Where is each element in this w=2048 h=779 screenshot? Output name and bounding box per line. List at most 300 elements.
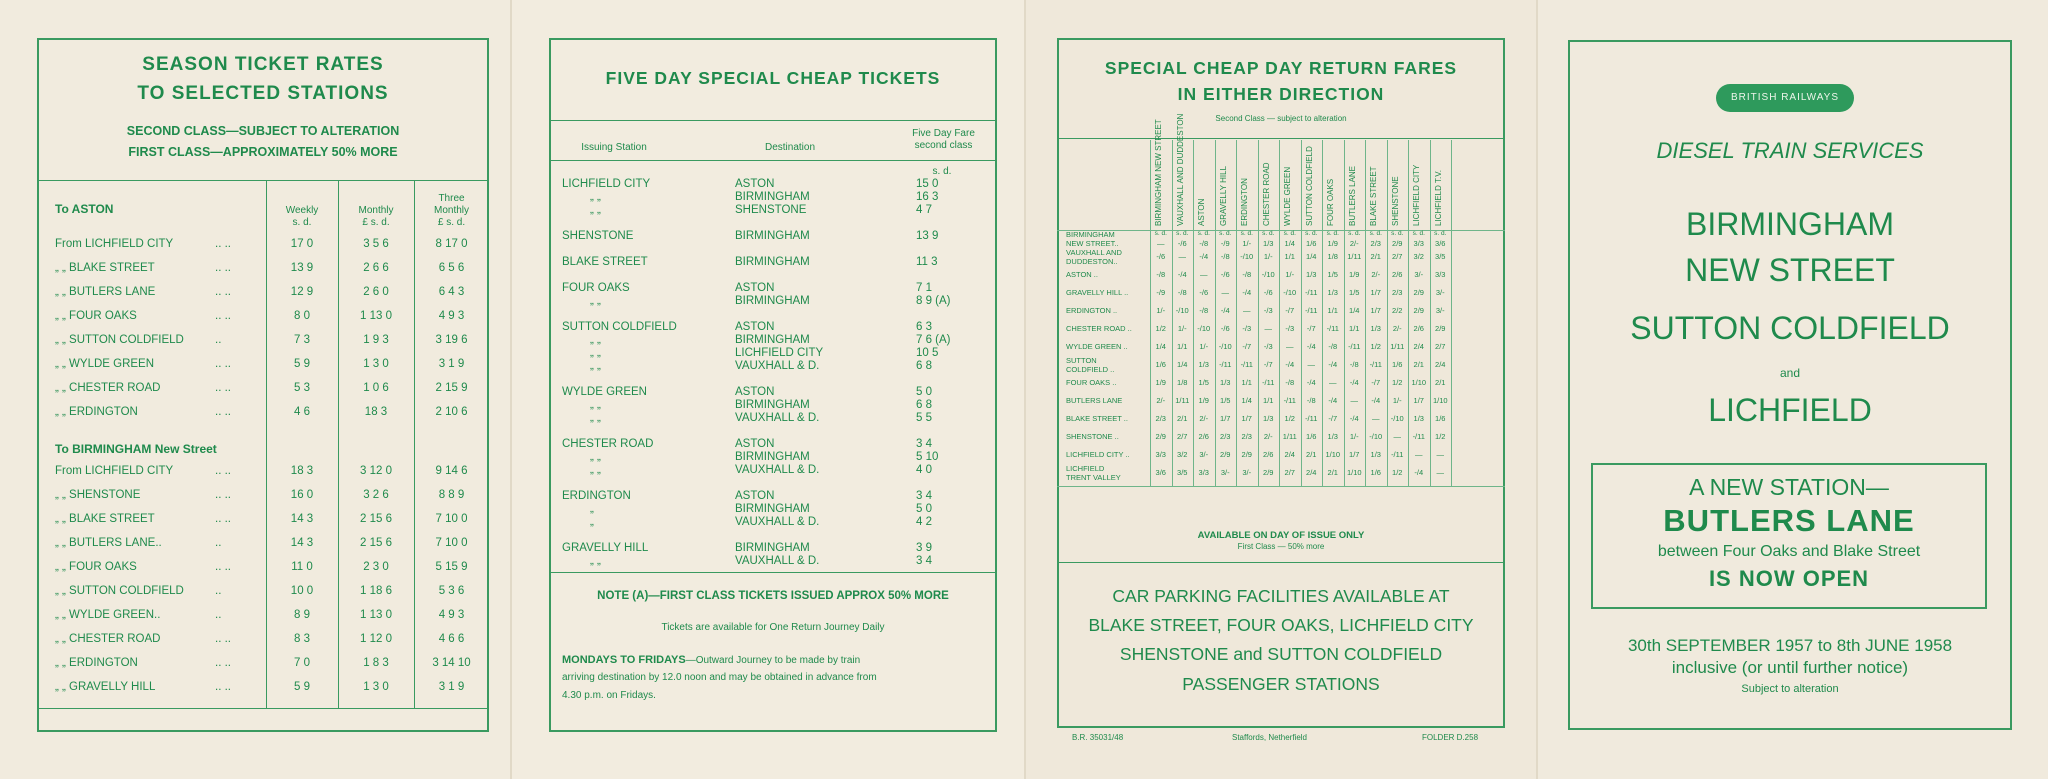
destination: LICHFIELD CITY	[735, 347, 824, 359]
row-station: GRAVELLY HILL ..	[1066, 288, 1129, 297]
fare-cell: -/6	[1177, 239, 1187, 248]
row-weekly: 4 6	[294, 406, 310, 418]
fare-cell: —	[1264, 324, 1272, 333]
fare-cell: 1/8	[1177, 378, 1188, 387]
row-leader: .. ..	[215, 262, 231, 274]
issuing-station: SUTTON COLDFIELD	[562, 321, 677, 333]
row-three-monthly: 4 6 6	[438, 633, 465, 645]
fare-cell: 2/7	[1177, 432, 1188, 441]
row-station: BUTLERS LANE	[1066, 396, 1123, 405]
footer-printer: Staffords, Netherfield	[1232, 733, 1308, 742]
fare-cell: -/7	[1263, 360, 1273, 369]
fare-cell: -/10	[1175, 306, 1189, 315]
row-station: FOUR OAKS ..	[1066, 378, 1117, 387]
fare-cell: -/11	[1219, 360, 1232, 369]
season-title-2: TO SELECTED STATIONS	[137, 83, 389, 104]
fare-cell: 1/10	[1346, 468, 1362, 477]
row-station: „ „ FOUR OAKS	[55, 310, 137, 322]
destination: ASTON	[735, 282, 775, 294]
fold-line	[510, 0, 512, 779]
mondays-line-1	[562, 654, 860, 666]
row-leader: .. ..	[215, 406, 231, 418]
divider	[549, 572, 997, 573]
fold-line	[1024, 0, 1026, 779]
row-station: „ „ CHESTER ROAD	[55, 633, 161, 645]
row-station: BIRMINGHAM NEW STREET..	[1066, 230, 1119, 248]
fare-cell: 3/-	[1220, 468, 1230, 477]
row-station: CHESTER ROAD ..	[1066, 324, 1132, 333]
fare-cell: -/11	[1262, 378, 1275, 387]
five-day-fare: 3 9	[916, 542, 932, 554]
fare-cell: 2/7	[1284, 468, 1295, 477]
season-title-1: SEASON TICKET RATES	[142, 54, 384, 75]
row-three-monthly: 6 5 6	[438, 262, 465, 274]
destination: VAUXHALL & D.	[735, 464, 820, 476]
divider	[1057, 138, 1505, 139]
ditto-mark: „ „	[590, 555, 601, 567]
fare-cell: 3/2	[1177, 450, 1188, 459]
row-three-monthly: 3 1 9	[438, 681, 465, 693]
fare-cell: -/10	[1218, 342, 1232, 351]
available-line: AVAILABLE ON DAY OF ISSUE ONLY	[1197, 530, 1365, 541]
five-day-fare: 6 8	[916, 360, 932, 372]
fare-cell: 1/11	[1390, 342, 1405, 351]
fare-cell: 1/1	[1349, 324, 1360, 333]
row-station: From LICHFIELD CITY	[55, 238, 174, 250]
fare-cell: 1/1	[1263, 396, 1274, 405]
fare-cell: -/8	[1199, 306, 1209, 315]
fare-cell: -/4	[1306, 342, 1316, 351]
fare-cell: 1/9	[1349, 270, 1360, 279]
row-three-monthly: 9 14 6	[435, 465, 468, 477]
five-day-fare: 3 4	[916, 490, 932, 502]
fare-cell: -/4	[1328, 360, 1338, 369]
fare-cell: -/8	[1242, 270, 1252, 279]
row-weekly: 5 9	[294, 358, 310, 370]
row-weekly: 5 9	[294, 681, 310, 693]
row-leader: ..	[215, 585, 222, 597]
fare-cell: -/6	[1220, 324, 1230, 333]
fare-cell: —	[1393, 432, 1401, 441]
fare-cell: 3/6	[1155, 468, 1166, 477]
row-three-monthly: 5 15 9	[435, 561, 468, 573]
column-header: LICHFIELD T.V.	[1433, 169, 1443, 226]
row-weekly: 11 0	[291, 561, 313, 573]
fare-cell: 1/8	[1327, 252, 1338, 261]
fare-cell: 2/1	[1435, 378, 1446, 387]
grid-rule	[1057, 486, 1505, 487]
fiveday-note: NOTE (A)—FIRST CLASS TICKETS ISSUED APPROX 50% MORE	[597, 590, 949, 602]
column-header: BIRMINGHAM NEW STREET	[1154, 119, 1163, 226]
fare-cell: 1/-	[1392, 396, 1402, 405]
ditto-mark: „ „	[590, 451, 601, 463]
row-monthly: 1 3 0	[363, 358, 389, 370]
fare-cell: -/4	[1177, 270, 1187, 279]
row-leader: ..	[215, 334, 222, 346]
cover-line-3: SUTTON COLDFIELD	[1630, 310, 1950, 346]
row-station: „ „ BLAKE STREET	[55, 262, 155, 274]
fare-cell: 1/11	[1175, 396, 1190, 405]
fare-cell: 1/6	[1435, 414, 1446, 423]
row-three-monthly: 7 10 0	[435, 513, 468, 525]
cover-and: and	[1779, 366, 1801, 380]
parking-line-3: SHENSTONE and SUTTON COLDFIELD	[1119, 644, 1443, 664]
unit-label: s. d.	[1369, 230, 1382, 237]
fare-cell: 3/5	[1435, 252, 1446, 261]
fare-cell: 1/2	[1370, 342, 1381, 351]
fare-cell: -/8	[1177, 288, 1187, 297]
between-line: between Four Oaks and Blake Street	[1657, 543, 1921, 560]
row-weekly: 8 3	[294, 633, 310, 645]
fare-cell: —	[1415, 450, 1423, 459]
fare-cell: 2/4	[1413, 342, 1424, 351]
issuing-station: FOUR OAKS	[562, 282, 630, 294]
column-header: VAUXHALL AND DUDDESTON	[1175, 113, 1185, 226]
fare-cell: 1/2	[1392, 468, 1403, 477]
fare-cell: 1/1	[1241, 378, 1252, 387]
aston-heading: To ASTON	[55, 202, 114, 216]
col-fare: Five Day Fare	[912, 128, 975, 139]
fare-cell: 2/6	[1198, 432, 1209, 441]
destination: BIRMINGHAM	[735, 451, 810, 463]
fare-cell: 2/1	[1413, 360, 1424, 369]
fare-cell: -/7	[1328, 414, 1338, 423]
fare-cell: 2/4	[1306, 468, 1317, 477]
ditto-mark: „ „	[590, 204, 601, 216]
fare-cell: 1/7	[1220, 414, 1231, 423]
row-station: „ „ WYLDE GREEN	[55, 358, 155, 370]
fare-cell: 1/3	[1327, 288, 1338, 297]
row-monthly: 1 13 0	[360, 310, 392, 322]
col-destination: Destination	[764, 142, 816, 153]
column-header: SHENSTONE	[1390, 176, 1400, 226]
row-leader: ..	[215, 537, 222, 549]
fare-cell: 1/5	[1220, 396, 1231, 405]
destination: ASTON	[735, 490, 775, 502]
fare-cell: 2/9	[1241, 450, 1252, 459]
unit-label: s. d.	[1262, 230, 1275, 237]
row-station: „ „ SUTTON COLDFIELD	[55, 334, 184, 346]
fare-cell: 1/1	[1177, 342, 1188, 351]
row-monthly: 1 8 3	[363, 657, 389, 669]
unit-label: s. d.	[1348, 230, 1361, 237]
fare-cell: —	[1243, 306, 1251, 315]
birmingham-heading: To BIRMINGHAM New Street	[55, 442, 217, 456]
fare-cell: -/10	[1390, 414, 1404, 423]
fare-cell: 2/-	[1199, 414, 1209, 423]
row-station: SHENSTONE ..	[1066, 432, 1119, 441]
row-weekly: 8 0	[294, 310, 310, 322]
fare-cell: 2/1	[1177, 414, 1188, 423]
five-day-fare: 5 0	[916, 386, 932, 398]
fare-cell: -/10	[1369, 432, 1383, 441]
unit-label: s. d.	[1197, 230, 1210, 237]
fare-cell: 1/4	[1306, 252, 1317, 261]
fare-cell: 2/7	[1435, 342, 1446, 351]
fare-cell: 3/6	[1435, 239, 1446, 248]
fare-cell: 2/-	[1392, 324, 1402, 333]
fare-cell: 1/2	[1284, 414, 1295, 423]
fare-cell: —	[1200, 270, 1208, 279]
fare-cell: 1/6	[1370, 468, 1381, 477]
fare-cell: 1/-	[1285, 270, 1295, 279]
column-header: SUTTON COLDFIELD	[1304, 146, 1314, 226]
destination: ASTON	[735, 178, 775, 190]
fare-cell: 1/4	[1349, 306, 1360, 315]
fare-cell: 1/3	[1263, 239, 1274, 248]
fare-cell: 1/7	[1370, 306, 1381, 315]
five-day-fare: 5 0	[916, 503, 932, 515]
fare-cell: 2/-	[1263, 432, 1273, 441]
row-station: „ „ SUTTON COLDFIELD	[55, 585, 184, 597]
fare-cell: 1/6	[1392, 360, 1403, 369]
destination: BIRMINGHAM	[735, 542, 810, 554]
fare-cell: -/11	[1240, 360, 1253, 369]
row-three-monthly: 7 10 0	[435, 537, 468, 549]
col-weekly-unit: s. d.	[292, 217, 312, 228]
row-station: „ „ BLAKE STREET	[55, 513, 155, 525]
fare-cell: 2/3	[1241, 432, 1252, 441]
col-three-unit: £ s. d.	[437, 217, 466, 228]
row-weekly: 18 3	[290, 465, 314, 477]
column-header: BUTLERS LANE	[1347, 165, 1357, 226]
tickets-line: Tickets are available for One Return Journey Daily	[661, 622, 885, 633]
fare-cell: 1/1	[1284, 252, 1295, 261]
fare-cell: 2/1	[1306, 450, 1317, 459]
row-weekly: 13 9	[290, 262, 314, 274]
column-header: LICHFIELD CITY	[1412, 164, 1421, 226]
destination: BIRMINGHAM	[735, 334, 810, 346]
fare-cell: 2/-	[1349, 239, 1359, 248]
unit-label: s. d.	[1412, 230, 1425, 237]
footer-code: B.R. 35031/48	[1072, 733, 1124, 742]
fare-cell: —	[1350, 396, 1358, 405]
row-monthly: 1 3 0	[363, 681, 389, 693]
cover-line-1: BIRMINGHAM	[1686, 206, 1894, 242]
fare-cell: 1/9	[1198, 396, 1209, 405]
fare-cell: 1/3	[1263, 414, 1274, 423]
row-three-monthly: 2 15 9	[435, 382, 468, 394]
fare-cell: 2/9	[1392, 239, 1403, 248]
fare-cell: -/6	[1220, 270, 1230, 279]
row-leader: .. ..	[215, 657, 231, 669]
row-weekly: 7 0	[294, 657, 310, 669]
subject-line: Subject to alteration	[1741, 683, 1839, 695]
fare-cell: 2/9	[1263, 468, 1274, 477]
unit-label: s. d.	[1391, 230, 1404, 237]
mondays-bold: MONDAYS TO FRIDAYS	[562, 654, 686, 666]
row-leader: .. ..	[215, 238, 231, 250]
row-weekly: 10 0	[290, 585, 314, 597]
first-class-line: First Class — 50% more	[1237, 542, 1325, 551]
divider	[549, 160, 997, 161]
fare-cell: 1/3	[1370, 450, 1381, 459]
unit-label: s. d.	[1176, 230, 1189, 237]
row-leader: ..	[215, 609, 222, 621]
fare-cell: 1/-	[1199, 342, 1209, 351]
row-station: „ „ FOUR OAKS	[55, 561, 137, 573]
parking-line-1: CAR PARKING FACILITIES AVAILABLE AT	[1112, 586, 1450, 606]
row-station: „ „ GRAVELLY HILL	[55, 681, 156, 693]
fare-cell: 1/7	[1241, 414, 1252, 423]
destination: BIRMINGHAM	[735, 230, 810, 242]
row-station: LICHFIELD CITY ..	[1066, 450, 1130, 459]
col-monthly-unit: £ s. d.	[362, 217, 390, 228]
fare-cell: 1/6	[1306, 239, 1317, 248]
destination: SHENSTONE	[735, 204, 807, 216]
row-leader: .. ..	[215, 561, 231, 573]
fare-cell: 1/5	[1327, 270, 1338, 279]
fare-cell: 3/-	[1414, 270, 1424, 279]
row-monthly: 2 15 6	[360, 537, 392, 549]
fare-cell: —	[1372, 414, 1380, 423]
row-monthly: 18 3	[364, 406, 388, 418]
fare-cell: 1/2	[1155, 324, 1166, 333]
row-station: From LICHFIELD CITY	[55, 465, 174, 477]
fare-cell: 2/3	[1370, 239, 1381, 248]
five-day-fare: 8 9 (A)	[916, 295, 951, 307]
five-day-fare: 15 0	[916, 178, 939, 190]
fare-cell: -/7	[1242, 342, 1252, 351]
fare-cell: -/8	[1349, 360, 1359, 369]
fare-cell: -/11	[1305, 288, 1318, 297]
destination: ASTON	[735, 321, 775, 333]
unit-label: s. d.	[1326, 230, 1339, 237]
fare-cell: -/7	[1371, 378, 1381, 387]
fare-cell: 1/6	[1306, 432, 1317, 441]
fare-cell: —	[1329, 378, 1337, 387]
fare-cell: 2/9	[1413, 288, 1424, 297]
fare-cell: 1/5	[1198, 378, 1209, 387]
fare-cell: -/7	[1306, 324, 1316, 333]
fare-cell: -/3	[1242, 324, 1252, 333]
row-monthly: 3 5 6	[363, 238, 389, 250]
fare-cell: -/4	[1220, 306, 1230, 315]
fare-cell: 1/6	[1155, 360, 1166, 369]
destination: BIRMINGHAM	[735, 399, 810, 411]
fare-cell: -/6	[1263, 288, 1273, 297]
five-day-fare: 11 3	[916, 256, 938, 268]
five-day-fare: 5 5	[916, 412, 932, 424]
fare-cell: 2/9	[1413, 306, 1424, 315]
row-three-monthly: 2 10 6	[435, 406, 468, 418]
date-range: 30th SEPTEMBER 1957 to 8th JUNE 1958	[1627, 636, 1953, 655]
fare-cell: -/11	[1391, 450, 1404, 459]
five-day-fare: 7 6 (A)	[916, 334, 951, 346]
col-issuing: Issuing Station	[581, 142, 647, 153]
row-station: „ „ ERDINGTON	[55, 657, 138, 669]
row-leader: .. ..	[215, 382, 231, 394]
row-leader: .. ..	[215, 633, 231, 645]
butlers-lane: BUTLERS LANE	[1663, 503, 1915, 538]
destination: BIRMINGHAM	[735, 191, 810, 203]
row-station: „ „ BUTLERS LANE..	[55, 537, 162, 549]
issuing-station: CHESTER ROAD	[562, 438, 654, 450]
ditto-mark: „	[590, 503, 594, 515]
fare-cell: 2/-	[1371, 270, 1381, 279]
row-weekly: 5 3	[294, 382, 310, 394]
fare-cell: 2/4	[1435, 360, 1446, 369]
column-rule	[414, 180, 415, 708]
fare-cell: 1/3	[1413, 414, 1424, 423]
five-day-fare: 10 5	[916, 347, 939, 359]
fare-cell: -/10	[1261, 270, 1275, 279]
five-day-fare: 6 3	[916, 321, 932, 333]
fare-cell: -/4	[1349, 378, 1359, 387]
fare-cell: -/4	[1199, 252, 1209, 261]
fare-cell: 1/1	[1327, 306, 1338, 315]
fare-cell: 1/-	[1177, 324, 1187, 333]
col-three-2: Monthly	[433, 205, 469, 216]
issuing-station: GRAVELLY HILL	[562, 542, 649, 554]
divider	[37, 180, 489, 181]
column-header: CHESTER ROAD	[1261, 162, 1271, 226]
footer-folder: FOLDER D.258	[1422, 733, 1479, 742]
row-three-monthly: 5 3 6	[438, 585, 465, 597]
fare-cell: -/8	[1306, 396, 1316, 405]
fare-cell: 2/3	[1155, 414, 1166, 423]
fare-cell: 2/4	[1284, 450, 1295, 459]
fare-cell: -/4	[1285, 360, 1295, 369]
row-weekly: 7 3	[294, 334, 310, 346]
fare-cell: -/11	[1283, 396, 1296, 405]
five-day-fare: 4 0	[916, 464, 932, 476]
fare-cell: -/11	[1305, 414, 1318, 423]
fare-cell: 2/7	[1392, 252, 1403, 261]
fare-cell: 1/-	[1242, 239, 1252, 248]
fare-cell: -/3	[1263, 342, 1273, 351]
fare-cell: —	[1436, 468, 1444, 477]
ditto-mark: „ „	[590, 399, 601, 411]
fare-unit: s. d.	[932, 166, 952, 177]
parking-line-4: PASSENGER STATIONS	[1182, 674, 1380, 694]
fare-cell: 1/7	[1349, 450, 1360, 459]
fare-cell: -/8	[1156, 270, 1166, 279]
row-three-monthly: 4 9 3	[438, 609, 465, 621]
issuing-station: LICHFIELD CITY	[562, 178, 651, 190]
fare-cell: 2/3	[1392, 288, 1403, 297]
column-rule	[266, 180, 267, 708]
parking-line-2: BLAKE STREET, FOUR OAKS, LICHFIELD CITY	[1088, 615, 1474, 635]
row-three-monthly: 6 4 3	[438, 286, 465, 298]
fare-cell: 2/9	[1435, 324, 1446, 333]
fare-cell: 1/-	[1349, 432, 1359, 441]
fare-cell: 2/2	[1392, 306, 1403, 315]
unit-label: s. d.	[1434, 230, 1447, 237]
fare-cell: 3/5	[1177, 468, 1188, 477]
ditto-mark: „ „	[590, 360, 601, 372]
fare-cell: -/11	[1369, 360, 1382, 369]
row-monthly: 3 12 0	[360, 465, 392, 477]
row-station: BLAKE STREET ..	[1066, 414, 1128, 423]
fare-cell: 2/6	[1413, 324, 1424, 333]
fare-cell: -/6	[1156, 252, 1166, 261]
issuing-station: BLAKE STREET	[562, 256, 648, 268]
cheapday-subtitle: Second Class — subject to alteration	[1215, 114, 1347, 123]
row-leader: .. ..	[215, 286, 231, 298]
issuing-station: WYLDE GREEN	[562, 386, 647, 398]
row-three-monthly: 8 17 0	[435, 238, 468, 250]
destination: ASTON	[735, 386, 775, 398]
col-fare-2: second class	[914, 140, 973, 151]
cheapday-title-1: SPECIAL CHEAP DAY RETURN FARES	[1104, 58, 1458, 78]
fare-cell: 3/-	[1242, 468, 1252, 477]
fare-cell: 1/10	[1325, 450, 1341, 459]
row-three-monthly: 3 1 9	[438, 358, 465, 370]
ditto-mark: „ „	[590, 347, 601, 359]
col-monthly: Monthly	[358, 205, 394, 216]
fare-cell: -/4	[1242, 288, 1252, 297]
